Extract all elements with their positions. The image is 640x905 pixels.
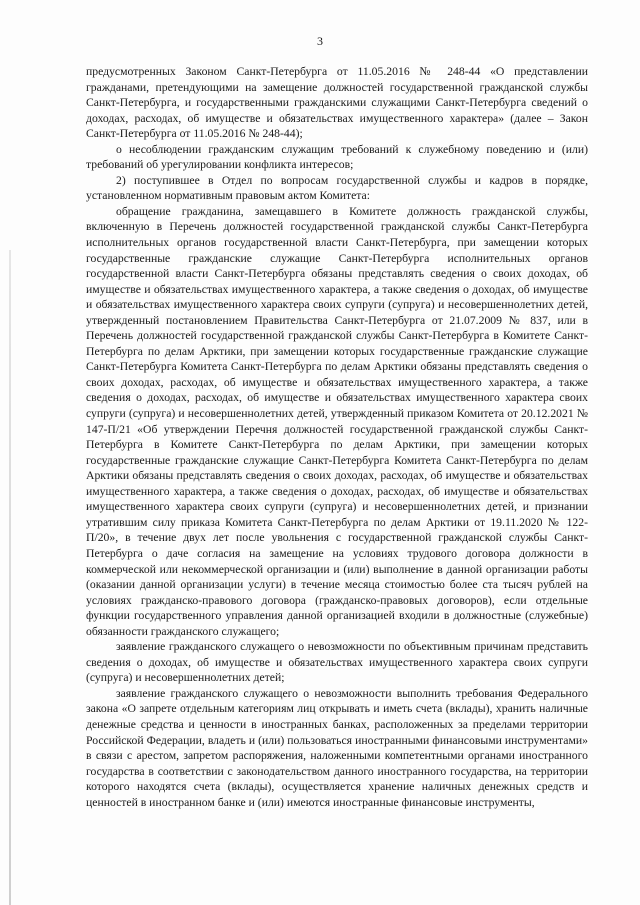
document-body [86,64,588,810]
page-number: 3 [317,34,323,48]
paragraph-item-2: 2) поступившее в Отдел по вопросам государственной службы и кадров в порядке, установленном нормативным правовым актом Комитета: [86,173,588,203]
paragraph-impossibility-statement: заявление гражданского служащего о невозможности по объективным причинам представить сведения о доходах, об имуществе и обязательствах имущественного характера своих супруги (супруга) и несовершеннолетних детей; [86,640,588,685]
paragraph-conduct-violation: о несоблюдении гражданским служащим требований к служебному поведению и (или) требований об урегулировании конфликта интересов; [86,142,588,172]
paragraph-foreign-accounts-statement: заявление гражданского служащего о невозможности выполнить требования Федерального закона «О запрете отдельным категориям лиц открывать и иметь счета (вклады), хранить наличные денежные средства и ценности в иностранных банках, расположенных за пределами территории Российской Федерации, владеть и (или) пользоваться иностранными финансовыми инструментами» в связи с арестом, запретом распоряжения, наложенными компетентными органами иностранного государства в соответствии с законодательством данного иностранного государства, на территории которого находятся счета (вклады), осуществляется хранение наличных денежных средств и ценностей в иностранном банке и (или) имеются иностранные финансовые инструменты, [86,686,588,809]
paragraph-law-reference: предусмотренных Законом Санкт-Петербурга от 11.05.2016 № 248-44 «О представлении гражданами, претендующими на замещение должностей государственной гражданской службы Санкт-Петербурга, и государственными гражданскими служащими Санкт-Петербурга сведений о доходах, расходах, об имуществе и обязательствах имущественного характера» (далее – Закон Санкт-Петербурга от 11.05.2016 № 248-44); [86,65,588,141]
paragraph-citizen-appeal: обращение гражданина, замещавшего в Комитете должность гражданской службы, включенную в Перечень должностей государственной гражданской службы Санкт-Петербурга исполнительных органов государственной власти Санкт-Петербурга, при замещении которых государственные гражданские служащие Санкт-Петербурга исполнительных органов государственной власти Санкт-Петербурга обязаны представлять сведения о своих доходах, об имуществе и обязательствах имущественного характера, а также сведения о доходах, об имуществе и обязательствах имущественного характера своих супруги (супруга) и несовершеннолетних детей, утвержденный постановлением Правительства Санкт-Петербурга от 21.07.2009 № 837, или в Перечень должностей государственной гражданской службы Санкт-Петербурга в Комитете Санкт-Петербурга по делам Арктики, при замещении которых государственные гражданские служащие Санкт-Петербурга Комитета Санкт-Петербурга по делам Арктики обязаны представлять сведения о своих доходах, расходах, об имуществе и обязательствах имущественного характера, а также сведения о доходах, расходах, об имуществе и обязательствах имущественного характера своих супруги (супруга) и несовершеннолетних детей, утвержденный приказом Комитета от 20.12.2021 № 147-П/21 «Об утверждении Перечня должностей государственной гражданской службы Санкт-Петербурга в Комитете Санкт-Петербурга по делам Арктики, при замещении которых государственные гражданские служащие Санкт-Петербурга Комитета Санкт-Петербурга по делам Арктики обязаны представлять сведения о своих доходах, расходах, об имуществе и обязательствах имущественного характера, а также сведения о доходах, расходах, об имуществе и обязательствах имущественного характера своих супруги (супруга) и несовершеннолетних детей, и признании утратившим силу приказа Комитета Санкт-Петербурга по делам Арктики от 19.11.2020 № 122-П/20», в течение двух лет после увольнения с государственной гражданской службы Санкт-Петербурга о даче согласия на замещение на условиях трудового договора должности в коммерческой или некоммерческой организации и (или) выполнение в данной организации работы (оказании данной организации услуги) в течение месяца стоимостью более ста тысяч рублей на условиях гражданско-правового договора (гражданско-правовых договоров), если отдельные функции государственного управления данной организацией входили в должностные (служебные) обязанности гражданского служащего; [86,204,588,638]
scan-edge-shadow [9,250,11,905]
